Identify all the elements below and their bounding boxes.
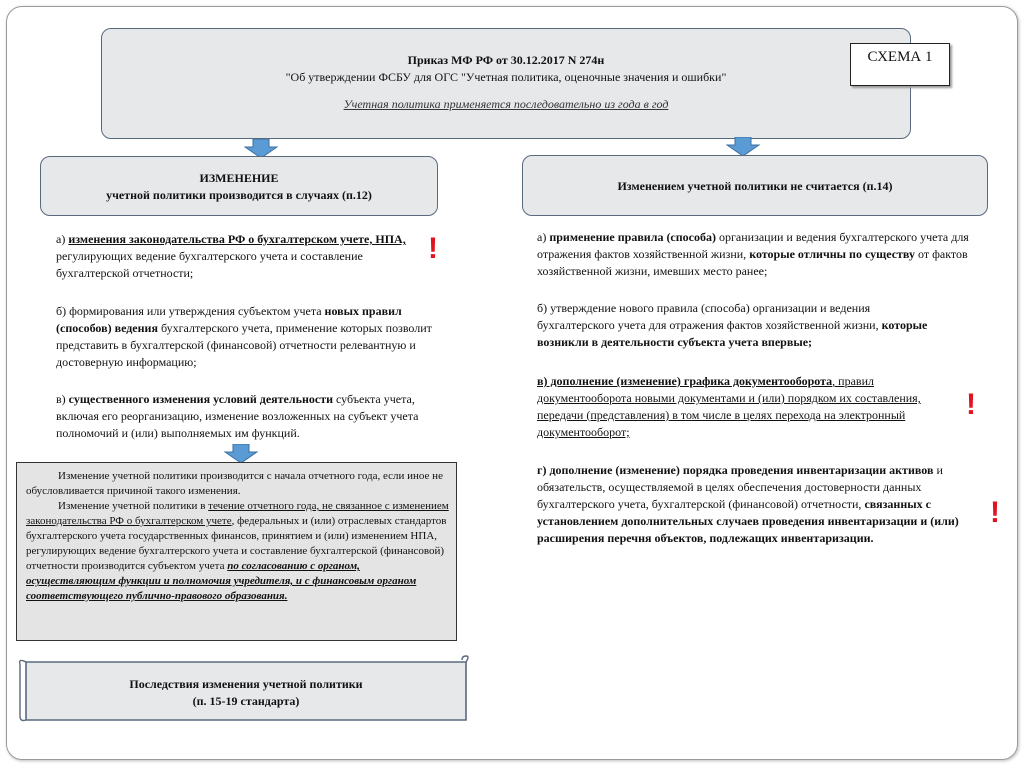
exclamation-icon: ! (990, 496, 1000, 529)
note-paragraph-2: Изменение учетной политики в течение отчетного года, не связанное с изменением законодательства РФ о бухгалтерском учете, федеральных и (или) отраслевых стандартов бухгалтерского учета государственных финансов, принятием и (или) изменением НПА, регулирующих ведение бухгалтерского учета и составление бухгалтерской (финансовой) отчетности производится субъектом учета по согласованию с органом, осуществляющим функции и полномочия учредителя, и с финансовым органом соответствующего публично-правового образования. (26, 500, 449, 602)
note-text (26, 469, 450, 604)
left-header-line2: учетной политики производится в случаях (п.12) (106, 188, 372, 202)
right-item-c: в) дополнение (изменение) графика документооборота, правил документооборота новыми документами и (или) порядком их составления, передачи (представления) в том числе в целях перехода на электронный документооборот; (537, 374, 921, 439)
left-header-text (44, 170, 434, 204)
exclamation-icon: ! (428, 232, 438, 265)
arrow-down-note-icon (224, 444, 258, 464)
left-header-line1: ИЗМЕНЕНИЕ (199, 171, 279, 185)
arrow-down-right-icon (726, 137, 760, 157)
bottom-text (30, 676, 462, 710)
header-text (110, 52, 902, 113)
right-header-text: Изменением учетной политики не считается (п.14) (617, 179, 893, 193)
bottom-line2: (п. 15-19 стандарта) (192, 694, 300, 708)
schema-label (850, 43, 950, 86)
policy-principle: Учетная политика применяется последовательно из года в год (343, 97, 669, 111)
schema-label-text: СХЕМА 1 (867, 49, 933, 65)
right-item-b: б) утверждение нового правила (способа) организации и ведения бухгалтерского учета для отражения фактов хозяйственной жизни, которые возникли в деятельности субъекта учета впервые; (537, 301, 928, 349)
note-paragraph-1: Изменение учетной политики производится с начала отчетного года, если иное не обусловливается причиной такого изменения. (26, 470, 443, 497)
left-item-c: в) существенного изменения условий деятельности субъекта учета, включая его реорганизацию, изменение возложенных на субъект учета полномочий и (или) выполняемых им функций. (56, 392, 419, 440)
order-subtitle: "Об утверждении ФСБУ для ОГС "Учетная политика, оценочные значения и ошибки" (285, 70, 727, 84)
bottom-line1: Последствия изменения учетной политики (129, 677, 363, 691)
exclamation-icon: ! (966, 388, 976, 421)
left-item-b: б) формирования или утверждения субъектом учета новых правил (способов) ведения бухгалтерского учета, применение которых позволит представить в бухгалтерской (финансовой) отчетности релевантную и достоверную информацию; (56, 304, 432, 369)
left-item-a: а) изменения законодательства РФ о бухгалтерском учете, НПА, регулирующих ведение бухгалтерского учета и составление бухгалтерской отчетности; (56, 232, 406, 280)
right-item-d: г) дополнение (изменение) порядка проведения инвентаризации активов и обязательств, осуществляемой в целях обеспечения достоверности данных бухгалтерского учета, бухгалтерской (финансовой) отчетности, связанных с установлением дополнительных случаев проведения инвентаризации и (или) расширения перечня объектов, подлежащих инвентаризации. (537, 463, 959, 545)
order-title: Приказ МФ РФ от 30.12.2017 N 274н (407, 53, 605, 67)
right-item-a: а) применение правила (способа) организации и ведения бухгалтерского учета для отражения фактов хозяйственной жизни, которые отличны по существу от фактов хозяйственной жизни, имевших место ранее; (537, 230, 969, 278)
